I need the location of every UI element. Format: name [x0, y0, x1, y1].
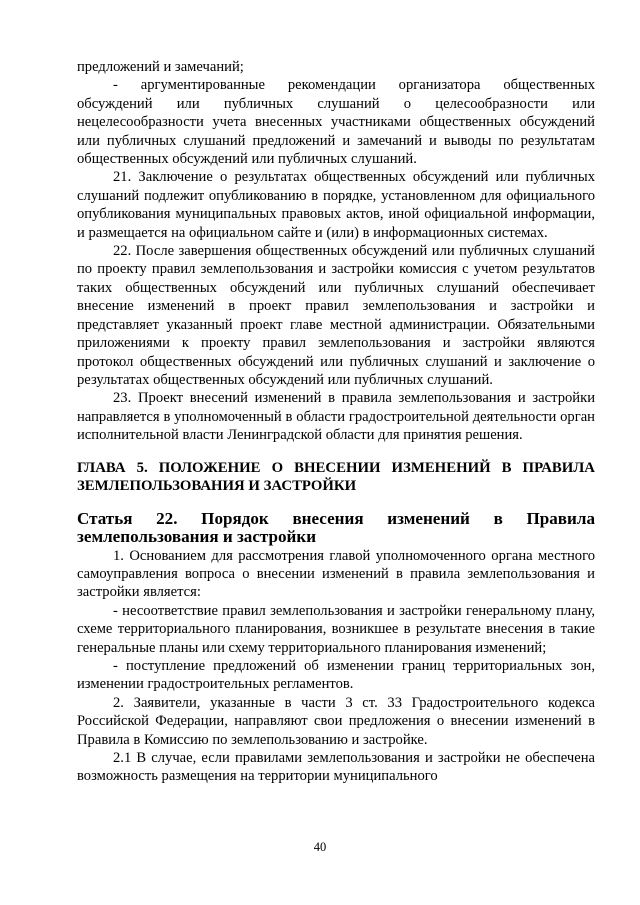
paragraph: предложений и замечаний; [77, 59, 244, 75]
paragraph: 2. Заявители, указанные в части 3 ст. 33 Градостроительного кодекса Российской Федерации, направляют свои предложения о внесении изменений в Правила в Комиссию по землепользованию и застройке. [77, 694, 595, 748]
chapter-heading: ГЛАВА 5. ПОЛОЖЕНИЕ О ВНЕСЕНИИ ИЗМЕНЕНИЙ В ПРАВИЛА ЗЕМЛЕПОЛЬЗОВАНИЯ И ЗАСТРОЙКИ [77, 459, 595, 495]
paragraph: 23. Проект внесений изменений в правила землепользования и застройки направляется в уполномоченный в области градостроительной деятельности орган исполнительной власти Ленинградской области для принятия решения. [77, 390, 595, 444]
paragraph: - поступление предложений об изменении границ территориальных зон, изменении градостроительных регламентов. [77, 657, 595, 693]
paragraph: 1. Основанием для рассмотрения главой уполномоченного органа местного самоуправления вопроса о внесении изменений в правила землепользования и застройки является: [77, 547, 595, 601]
paragraph: 2.1 В случае, если правилами землепользования и застройки не обеспечена возможность размещения на территории муниципального [77, 750, 595, 785]
page-number: 40 [313, 840, 327, 854]
article-heading: Статья 22. Порядок внесения изменений в Правила землепользования и застройки [77, 508, 595, 547]
paragraph: - несоответствие правил землепользования и застройки генеральному плану, схеме территориального планирования, возникшее в результате внесения в такие генеральные планы или схему территориального планирования изменений; [77, 602, 595, 656]
paragraph: 22. После завершения общественных обсуждений или публичных слушаний по проекту правил землепользования и застройки комиссия с учетом результатов таких общественных обсуждений или публичных слушаний обеспечивает внесение изменений в проект правил землепользования и застройки и представляет указанный проект главе местной администрации. Обязательными приложениями к проекту правил землепользования и застройки являются протокол общественных обсуждений или публичных слушаний и заключение о результатах общественных обсуждений или публичных слушаний. [77, 243, 595, 388]
document-page [77, 58, 595, 786]
body-text-top [77, 58, 595, 445]
paragraph: 21. Заключение о результатах общественных обсуждений или публичных слушаний подлежит опубликованию в порядке, установленном для официального опубликования муниципальных правовых актов, иной официальной информации, и размещается на официальном сайте и (или) в информационных системах. [77, 169, 595, 241]
body-text-bottom [77, 547, 595, 786]
paragraph: - аргументированные рекомендации организатора общественных обсуждений или публичных слушаний о целесообразности или нецелесообразности учета внесенных участниками общественных обсуждений или публичных слушаний предложений и замечаний и выводы по результатам общественных обсуждений или публичных слушаний. [77, 77, 595, 168]
